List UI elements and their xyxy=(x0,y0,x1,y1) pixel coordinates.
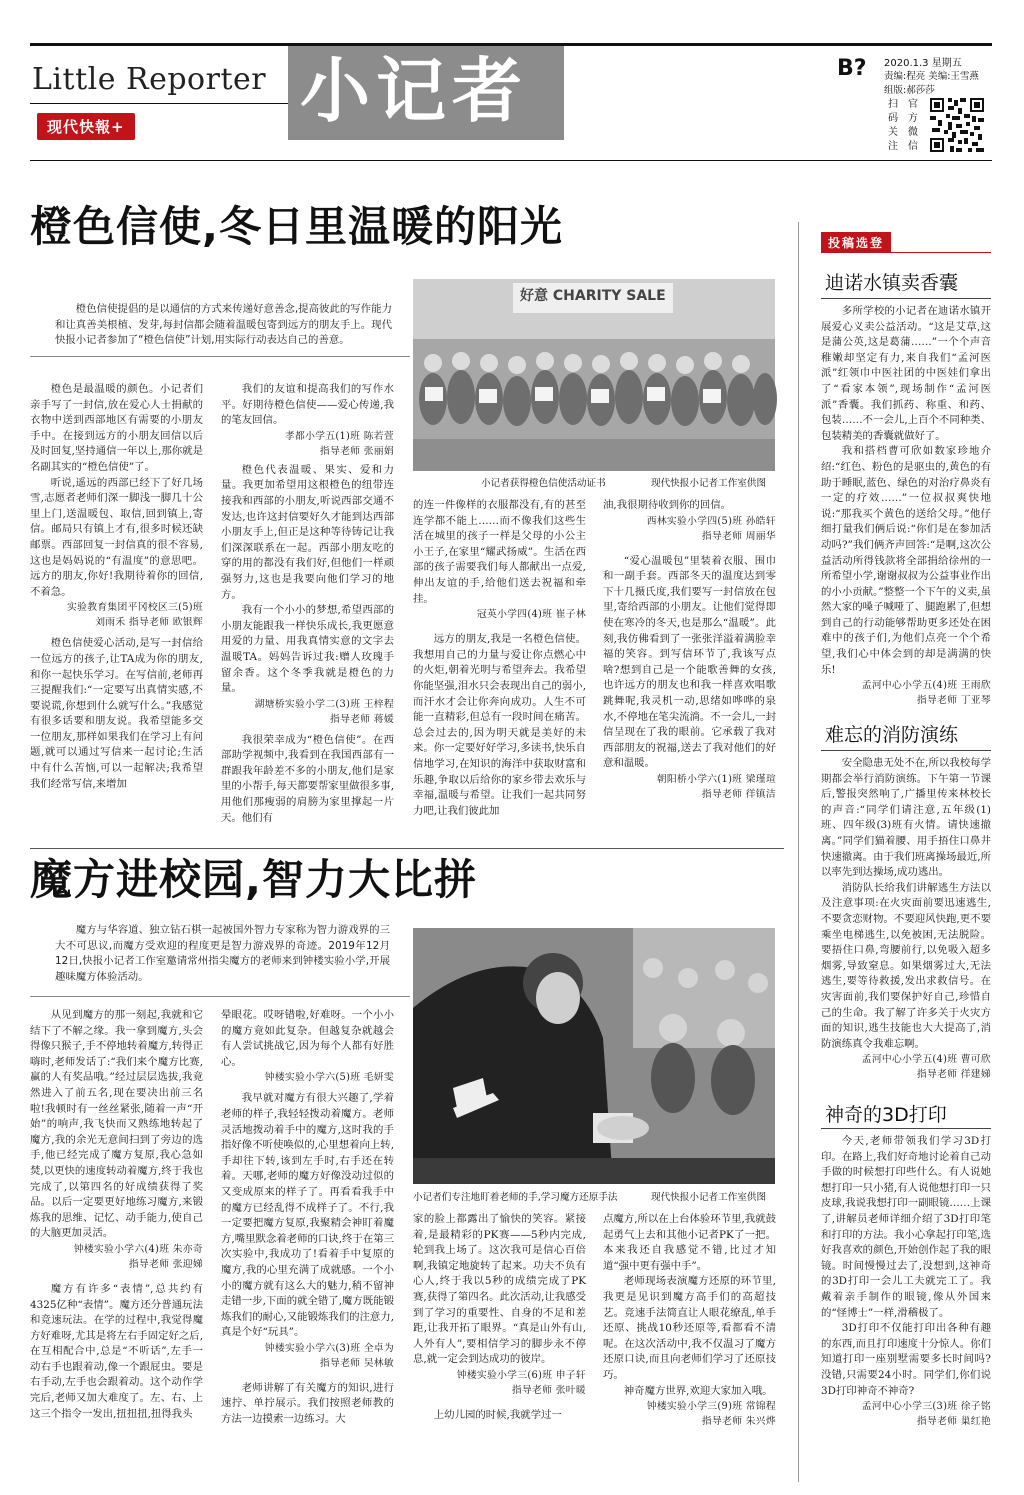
byline: 钟楼实验小学三(6)班 申子轩 xyxy=(456,1369,586,1381)
paragraph: “爱心温暖包”里装着衣服、围巾和一副手套。西部冬天的温度达到零下十几摄氏度,我们要写一封信放在包里,寄给西部的小朋友。让他们觉得即使在寒冷的冬天,也是那么“温暖”。此刻,我仿佛看到了一张张洋溢着满脸幸福的笑容。到写信环节了,我该写点啥?想到自己是一个能歌善舞的女孩,也许远方的朋友也和我一样喜欢唱歌跳舞呢,我灵机一动,思绪如哗哗的泉水,不停地在笔尖流淌。不一会儿,一封信呈现在了我的眼前。它承载了我对西部朋友的祝福,送去了我对他们的好意和温暖。 xyxy=(603,554,776,770)
byline: 指导老师 周丽华 xyxy=(701,530,776,542)
paragraph: 我有一个小小的梦想,希望西部的小朋友能跟我一样快乐成长,我更愿意用爱的力量、用我真情实意的文字去温暖TA。妈妈告诉过我:赠人玫瑰手留余香。这个冬季我就是橙色的力量。 xyxy=(221,604,394,695)
paragraph: 的连一件像样的衣服都没有,有的甚至连学都不能上……而不像我们这些生活在城里的孩子一样是父母的小公主小王子,在家里“耀武扬威”。生活在西部的孩子需要我们每人都献出一点爱,伸出友谊的手,给他们送去祝福和牵挂。 xyxy=(413,499,586,605)
paragraph: 橙色信使爱心活动,是写一封信给一位远方的孩子,让TA成为你的朋友,和你一起快乐学习。在写信前,老师再三提醒我们:“一定要写出真情实感,不要说谎,你想到什么就写什么。”我感觉有很多话要和朋友说。我希望能多交一位朋友,那样如果我们在学习上有问题,就可以通过写信来一起讨论;生活中有什么苦恼,可以一起解决;我希望我们经常写信,来增加 xyxy=(30,637,203,790)
byline: 指导老师 丁亚琴 xyxy=(916,695,991,707)
byline: 指导老师 朱兴烨 xyxy=(701,1416,776,1428)
article2-caption-left: 小记者们专注地盯着老师的手,学习魔方还原手法 xyxy=(413,1192,618,1203)
sidebar-story2-rule xyxy=(821,750,991,751)
section-title-en: Little Reporter xyxy=(32,62,267,97)
paragraph: 消防队长给我们讲解逃生方法以及注意事项:在火灾面前要迅速逃生,不要贪恋财物。不要迎风快跑,更不要乘坐电梯逃生,以免被困,无法脱险。要捂住口鼻,弯腰前行,以免吸入超多烟雾,导致窒息。如果烟雾过大,无法逃生,要等待救援,发出求救信号。在灾害面前,我们要保护好自己,珍惜自己的生命。我了解了许多关于火灾方面的知识,逃生技能也大大提高了,消防演练真令我难忘啊。 xyxy=(821,881,991,1050)
sidebar-divider xyxy=(798,222,799,1482)
paragraph: 我很荣幸成为“橙色信使”。在西部助学视频中,我看到在我国西部有一群跟我年龄差不多的小朋友,他们是家里的小帮手,每天都要帮家里做很多事,用他们那瘦弱的肩膀为家里撑起一片天。他们有 xyxy=(221,733,394,824)
paragraph: 安全隐患无处不在,所以我校每学期都会举行消防演练。下午第一节课后,警报突然响了,广播里传来林校长的声音:“同学们请注意,五年级(1)班、四年级(3)班有火情。请快速撤离。”同学们猫着腰、用手捂住口鼻井快速撤离。由于我们班离操场最近,所以率先到达操场,成功逃出。 xyxy=(821,757,991,879)
byline: 孝都小学五(1)班 陈若萱 xyxy=(284,430,394,442)
byline: 湖塘桥实验小学二(3)班 王梓程 xyxy=(254,698,394,710)
sidebar-tag-rule xyxy=(821,252,991,253)
article1-column-3 xyxy=(413,498,586,842)
sidebar-story3-title: 神奇的3D打印 xyxy=(825,1104,947,1126)
paragraph: 多所学校的小记者在迪诺水镇开展爱心义卖公益活动。“这是艾草,这是蒲公英,这是葛蒲……”一个个声音稚嫩却坚定有力,来自我们“孟河医派”红领巾中医社团的中医娃们拿出了“看家本领”,现场制作“孟河医派”香囊。我们抓药、称重、和药、包装……不一会儿,上百个不同种类、包装精美的香囊就做好了。 xyxy=(821,305,991,442)
editors: 责编:程亮 美编:王雪燕 xyxy=(884,71,979,82)
paragraph: 从见到魔方的那一刻起,我就和它结下了不解之缘。我一拿到魔方,头会得像只猴子,手不停地转着魔方,转得正嗨时,老师发话了:“我们来个魔方比赛,赢的人有奖品哦。”经过层层选拔,我竟然进入了前五名,现在要决出前三名啦!我顿时有一丝丝紧张,随着一声“开始”的响声,我飞快而又熟练地转起了魔方,我的余光无意间扫到了旁边的选手,他已经完成了魔方复原,我心急如焚,以更快的速度转动着魔方,终于我也完成了,以第四名的好成绩获得了奖品。以后一定要更好地练习魔方,来锻炼我的思维、记忆、动手能力,使自己的大脑更加灵活。 xyxy=(30,1009,203,1240)
paragraph: 我和搭档曹可欣如数家珍地介绍:“红色、粉色的是驱虫的,黄色的有助于睡眠,蓝色、绿色的对治疗鼻炎有一定的疗效……”一位叔叔爽快地说:“那我买个黄色的送给父母。”他仔细打量我们俩后说:“你们是在参加活动吗?”我们俩齐声回答:“是啊,这次公益活动所得钱款将全部捐给徐州的一所希望小学,谢谢叔叔为公益事业作出的小小贡献。”整整一个下午的义卖,虽然大家的嗓子喊哑了、腿跑累了,但想到自己的行动能够帮助更多还处在困难中的孩子们,为他们点亮一个个希望,我们心中体会到的却是满满的快乐! xyxy=(821,445,991,676)
byline: 实验教育集团平冈校区三(5)班 xyxy=(67,602,203,614)
article2-column-1 xyxy=(30,1008,203,1478)
article1-lead: 橙色信使提倡的是以通信的方式来传递好意善念,提高彼此的写作能力和让真善美根植、发芽,每封信都会随着温暖包寄到远方的朋友手上。现代快报小记者参加了“橙色信使”计划,用实际行动表达自己的善意。 xyxy=(55,303,392,347)
article-separator xyxy=(30,848,784,849)
sidebar-story1-rule xyxy=(821,298,991,299)
article1-lead-rule xyxy=(30,356,410,357)
byline: 钟楼实验小学六(4)班 朱亦奇 xyxy=(73,1243,203,1255)
paragraph: 魔方有许多“表情”,总共约有4325亿种“表情”。魔方还分普通玩法和竞速玩法。在学的过程中,我觉得魔方好难呀,尤其是将左右手固定好之后,在互相配合中,总是“不听话”,左手一动右手也跟着动,像一个跟屁虫。要是右手动,左手也会跟着动。这个动作学完后,老师又加大难度了。左、右、上这三个指令一发出,扭扭扭,扭得我头 xyxy=(30,1282,203,1420)
byline: 指导老师 徉建娣 xyxy=(916,1069,991,1081)
paper-logo: 现代快報+ xyxy=(37,113,135,140)
paragraph: 远方的朋友,我是一名橙色信使。我想用自己的力量与爱让你点燃心中的火炬,朝着光明与希望奔去。我希望你能坚强,泪水只会表现出自己的弱小,而汗水才会让你奔向成功。人生不可能一直精彩,但总有一段时间在痛苦。总会过去的,因为明天就是美好的未来。你一定要好好学习,多读书,快乐自信地学习,在知识的海洋中获取财富和乐趣,争取以后给你的家乡带去欢乐与幸福,温暖与希望。让我们一起共同努力吧,让我们彼此加 xyxy=(413,633,586,817)
article1-column-1 xyxy=(30,382,203,842)
article2-column-2 xyxy=(221,1008,394,1478)
paragraph: 我们的友谊和提高我们的写作水平。好期待橙色信使——爱心传递,我的笔友回信。 xyxy=(221,383,394,427)
article1-headline: 橙色信使,冬日里温暖的阳光 xyxy=(30,202,563,251)
paragraph: 家的脸上都露出了愉快的笑容。紧接着,是最精彩的PK赛——5秒内完成,轮到我上场了。这次我可是信心百倍啊,我镇定地旋转了起来。功夫不负有心人,终于我以5秒的成绩完成了PK赛,获得了第四名。此次活动,让我感受到了学习的重要性、自身的不足和差距,让我开拓了眼界。“真是山外有山,人外有人”,要相信学习的脚步永不停息,就一定会到达成功的彼岸。 xyxy=(413,1213,586,1366)
qr-label-right: 官 方 微 信 xyxy=(908,99,918,152)
paragraph: 老师讲解了有关魔方的知识,进行速拧、单拧展示。我们按照老师教的方法一边摸索一边练习。大 xyxy=(221,1381,394,1426)
byline: 钟楼实验小学六(5)班 毛妍雯 xyxy=(264,1072,394,1084)
byline: 指导老师 巢红艳 xyxy=(916,1416,991,1428)
byline: 指导老师 吴林敏 xyxy=(319,1357,394,1369)
qr-code-icon[interactable] xyxy=(928,96,986,154)
article2-headline: 魔方进校园,智力大比拼 xyxy=(30,855,477,904)
sidebar-story1-title: 迪诺水镇卖香囊 xyxy=(825,272,959,294)
byline: 冠英小学四(4)班 崔子林 xyxy=(476,609,586,621)
byline: 钟楼实验小学六(3)班 全卓为 xyxy=(264,1342,394,1354)
byline: 孟河中心小学五(4)班 王雨欣 xyxy=(861,680,991,692)
article1-caption-right: 现代快报小记者工作室供图 xyxy=(651,478,767,489)
paragraph: 晕眼花。哎呀错啦,好难呀。一个小小的魔方竟如此复杂。但越复杂就越会有人尝试挑战它,因为每个人都有好胜心。 xyxy=(221,1009,394,1068)
byline: 西林实验小学四(5)班 孙皓轩 xyxy=(646,515,776,527)
paragraph: 今天,老师带领我们学习3D打印。在路上,我们好奇地讨论着自己动手做的时候想打印些什么。有人说她想打印一只小猪,有人说他想打印一只皮球,我说我想打印一副眼镜……上课了,讲解员老师详细介绍了3D打印笔和打印的方法。我小心拿起打印笔,选好我喜欢的颜色,开始创作起了我的眼镜。时间慢慢过去了,没想到,这神奇的3D打印一会儿工夫就完工了。我戴着亲手制作的眼镜,像从外国来的“怪博士”一样,滑稽极了。 xyxy=(821,1135,991,1319)
byline: 孟河中心小学三(3)班 徐子铭 xyxy=(861,1401,991,1413)
paragraph: 橙色代表温暖、果实、爱和力量。我更加希望用这根橙色的纽带连接我和西部的小朋友,听说西部交通不发达,也许这封信要好久才能到达西部小朋友手上,但正是这种等待铸记让我们深深联系在一起。西部小朋友吃的穿的用的都没有我们好,但他们一样顽强努力,这也是我要向他们学习的地方。 xyxy=(221,463,394,601)
byline: 指导老师 张迎娣 xyxy=(128,1258,203,1270)
paragraph: 听说,遥远的西部已经下了好几场雪,志愿者老师们深一脚浅一脚几十公里上门,送温暖包、取信,回到镇上,寄信。邮局只有镇上才有,很多时候还缺邮票。西部回复一封信真的很不容易,这也是妈妈说的“有温度”的意思吧。远方的朋友,你好!我期待着你的回信,不着急。 xyxy=(30,476,203,598)
article2-photo xyxy=(413,928,775,1184)
article1-column-4 xyxy=(603,498,776,842)
article1-photo xyxy=(413,279,775,471)
sidebar-story3 xyxy=(821,1134,991,1484)
qr-label-left: 扫 码 关 注 xyxy=(888,99,898,152)
article1-photo-banner: 好意 CHARITY SALE xyxy=(520,288,666,304)
paragraph: 上幼儿园的时候,我就学过一 xyxy=(433,1408,562,1421)
byline: 钟楼实验小学三(9)班 常锦程 xyxy=(646,1401,776,1413)
byline: 朝阳桥小学六(1)班 梁瑾瑄 xyxy=(656,773,776,785)
byline: 指导老师 蒋媛 xyxy=(330,713,394,725)
sidebar-story1 xyxy=(821,304,991,707)
date: 2020.1.3 星期五 xyxy=(884,58,962,69)
layout-editor: 组版:郝莎莎 xyxy=(884,85,935,96)
paragraph: 我早就对魔方有很大兴趣了,学着老师的样子,我轻轻拨动着魔方。老师灵活地拨动着手中的魔方,这时我的手指好像不听使唤似的,心里想着向上转,手却往下转,该到左手时,右手还在转着。天哪,老师的魔方好像没动过似的又变成原来的样子了。再看看我手中的魔方已经乱得不成样子了。不行,我一定要把魔方复原,我聚精会神盯着魔方,嘴里默念着老师的口诀,终于在第三次实验中,我成功了!看着手中复原的魔方,我的心里充满了成就感。一个小小的魔方就有这么大的魅力,稍不留神走错一步,下面的就全错了,魔方既能锻炼我们的耐心,又能锻炼我们的注意力,真是个好“玩具”。 xyxy=(221,1092,394,1339)
article1-column-2 xyxy=(221,382,394,842)
byline: 指导老师 张叶暖 xyxy=(511,1384,586,1396)
article2-lead-rule xyxy=(30,996,410,997)
paragraph: 神奇魔方世界,欢迎大家加入哦。 xyxy=(623,1384,773,1397)
page-number: B? xyxy=(837,56,867,81)
sidebar-story3-rule xyxy=(821,1128,991,1129)
paragraph: 点魔方,所以在上台体验环节里,我就鼓起勇气上去和其他小记者PK了一把。本来我还自我感觉不错,比过才知道“强中更有强中手”。 xyxy=(603,1213,776,1272)
paragraph: 油,我很期待收到你的回信。 xyxy=(603,499,731,511)
section-title-cn: 小记者 xyxy=(300,50,528,132)
paragraph: 老师现场表演魔方还原的环节里,我更是见识到魔方高手们的高超技艺。竞速手法简直让人眼花缭乱,单手还原、挑战10秒还原等,看都看不清呢。在这次活动中,我不仅温习了魔方还原口诀,而且向老师们学习了还原技巧。 xyxy=(603,1275,776,1381)
article2-caption-right: 现代快报小记者工作室供图 xyxy=(651,1192,767,1203)
byline: 孟河中心小学五(4)班 曹可欣 xyxy=(861,1054,991,1066)
paragraph: 3D打印不仅能打印出各种有趣的东西,而且打印速度十分惊人。你们知道打印一座别墅需要多长时间吗?没错,只需要24小时。同学们,你们说3D打印神奇不神奇? xyxy=(821,1322,991,1397)
byline: 指导老师 徉镇洁 xyxy=(701,788,776,800)
masthead-underline xyxy=(30,103,290,104)
byline: 指导老师 张丽娟 xyxy=(319,445,394,457)
sidebar-story2-title: 难忘的消防演练 xyxy=(825,724,959,746)
article2-lead: 魔方与华容道、独立钻石棋一起被国外智力专家称为智力游戏界的三大不可思议,而魔方受欢迎的程度更是智力游戏界的奇迹。2019年12月12日,快报小记者工作室邀请常州指尖魔方的老师来到钟楼实验小学,开展趣味魔方体验活动。 xyxy=(55,924,390,983)
sidebar-tag: 投稿选登 xyxy=(821,232,891,253)
byline: 刘雨禾 指导老师 欧银辉 xyxy=(95,617,203,629)
masthead-bottom-rule xyxy=(30,160,992,161)
paragraph: 橙色是最温暖的颜色。小记者们亲手写了一封信,放在爱心人士捐献的衣物中送到西部地区有需要的小朋友手中。在接到远方的小朋友回信以后及时回复,坚持通信一年以上,那你就是名副其实的“橙色信使”了。 xyxy=(30,383,203,473)
article2-column-4 xyxy=(603,1212,776,1478)
sidebar-story2 xyxy=(821,756,991,1082)
article2-column-3 xyxy=(413,1212,586,1478)
article1-caption-left: 小记者获得橙色信使活动证书 xyxy=(481,478,606,489)
